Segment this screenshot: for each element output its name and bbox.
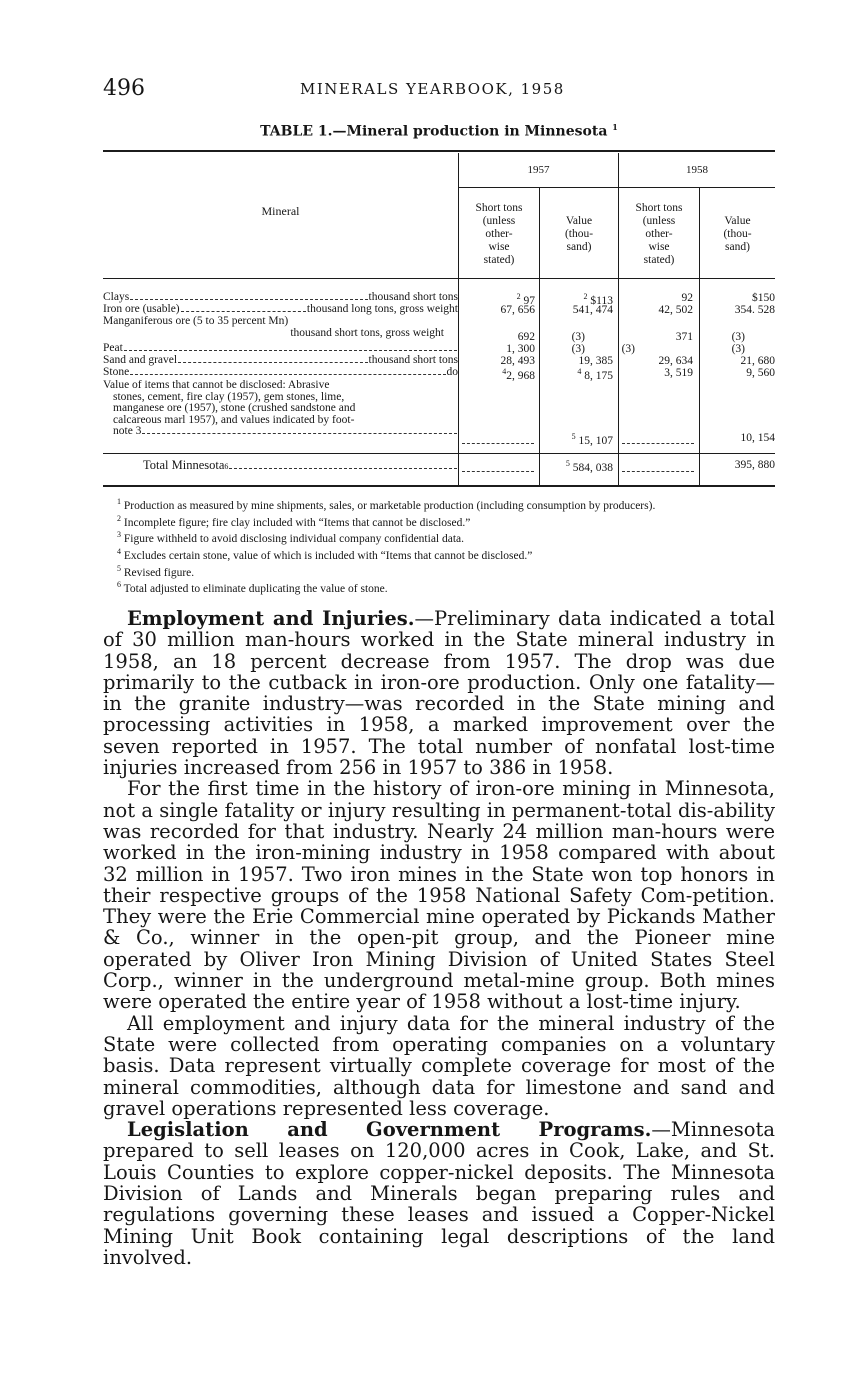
- cell-stone-1958-value: 9, 560: [746, 367, 775, 379]
- cell-clays-1958-value: $150: [752, 292, 775, 304]
- col-header-1958-value: Value (thou- sand): [723, 215, 752, 253]
- cell-stone-1957-value: [577, 367, 613, 382]
- row-unit: thousand short tons: [368, 291, 458, 303]
- footnote-marker: 5: [117, 563, 121, 573]
- empty-cell-dashes: [622, 470, 694, 472]
- row-label-line: calcareous marl 1957), and values indicated by foot-: [113, 413, 355, 426]
- footnote-3: [103, 529, 775, 546]
- row-label-peat: Peat: [103, 342, 123, 354]
- table-row-label: [103, 343, 458, 355]
- footnote-2: [103, 513, 775, 530]
- footnote-text: Revised figure.: [123, 566, 195, 579]
- paragraph-text: —Preliminary data indicated a total of 30 million man-hours worked in the State mineral industry in 1958, an 18 percent decrease from 1957. The drop was due primarily to the cutback in iron-ore production. Only one fatality—in the granite industry—was recorded in the State mining and processing activities in 1958, a marked improvement over the seven reported in 1957. The total number of nonfatal lost-time injuries increased from 256 in 1957 to 386 in 1958.: [103, 607, 775, 780]
- total-footnote: 6: [224, 462, 229, 471]
- cell-footnote: 5: [565, 459, 570, 468]
- table-row-label: [103, 367, 458, 379]
- footnote-4: [103, 546, 775, 563]
- cell-stone-1957-tons: [502, 367, 535, 382]
- cell-value: 2, 968: [506, 369, 535, 382]
- footnote-text: Total adjusted to eliminate duplicating the value of stone.: [123, 582, 388, 595]
- leader-dots: [124, 350, 457, 351]
- col-header-1957-tons: Short tons (unless other- wise stated): [475, 202, 523, 266]
- cell-value: 8, 175: [584, 369, 613, 382]
- cell-iron-1957-tons: 67, 656: [500, 304, 535, 316]
- total-rule: [103, 453, 775, 454]
- table-bottom-rule: [103, 485, 775, 487]
- paragraph-legislation: [103, 1119, 775, 1268]
- table-row-label: [103, 328, 458, 340]
- empty-cell-dashes: [462, 442, 534, 444]
- table-row-label: [103, 460, 458, 473]
- table-row-label: [103, 304, 458, 316]
- section-heading-employment: Employment and Injuries.: [127, 607, 415, 630]
- row-label-line: Value of items that cannot be disclosed: Abrasive: [103, 379, 330, 391]
- footnote-text: Incomplete figure; fire clay included with “Items that cannot be disclosed.”: [123, 516, 471, 529]
- leader-dots: [130, 299, 367, 300]
- row-label-sand-gravel: Sand and gravel: [103, 354, 178, 366]
- row-label-line: manganese ore (1957), stone (crushed sandstone and: [113, 402, 356, 414]
- row-label-total: Total Minnesota: [143, 458, 225, 472]
- footnote-marker: 3: [117, 530, 121, 540]
- row-unit: thousand short tons, gross weight: [290, 327, 444, 339]
- cell-mn-1957-tons: 692: [517, 331, 535, 343]
- row-label-stone: Stone: [103, 366, 130, 378]
- header-bottom-rule: [103, 278, 775, 279]
- col-header-1958-tons: Short tons (unless other- wise stated): [635, 202, 683, 266]
- row-label-manganiferous-ore: Manganiferous ore (5 to 35 percent Mn): [103, 315, 289, 327]
- cell-sand-1957-value: 19, 385: [578, 355, 613, 367]
- cell-footnote: 2: [583, 292, 588, 301]
- row-label-undisclosed: [103, 380, 458, 438]
- cell-iron-1958-value: 354. 528: [734, 304, 775, 316]
- paragraph-text: —Minnesota prepared to sell leases on 120,000 acres in Cook, Lake, and St. Louis Counties to explore copper-nickel deposits. The Minnesota Division of Lands and Minerals began preparing rules and regulations governing these leases and issued a Copper-Nickel Mining Unit Book containing legal descriptions of the land involved.: [103, 1118, 775, 1269]
- page-number: 496: [103, 76, 145, 101]
- footnote-marker: 6: [117, 580, 121, 590]
- table-caption-footnote: 1: [612, 122, 618, 132]
- body-text: [103, 608, 775, 1268]
- paragraph-iron-ore-safety: For the first time in the history of iron-ore mining in Minnesota, not a single fatality or injury resulting in permanent-total dis-ability was recorded for that industry. Nearly 24 million man-hours were worked in the iron-mining industry in 1958 compared with about 32 million in 1957. Two iron mines in the State won top honors in their respective groups of the 1958 National Safety Com-petition. They were the Erie Commercial mine operated by Pickands Mather & Co., winner in the open-pit group, and the Pioneer mine operated by Oliver Iron Mining Division of United States Steel Corp., winner in the underground metal-mine group. Both mines were operated the entire year of 1958 without a lost-time injury.: [103, 777, 775, 1014]
- cell-mn-1958-tons: 371: [675, 331, 693, 343]
- table-row-label: [103, 355, 458, 367]
- cell-footnote: 4: [502, 367, 507, 376]
- empty-cell-dashes: [462, 470, 534, 472]
- leader-dots: [142, 433, 457, 434]
- cell-peat-1957-tons: 1, 300: [506, 343, 535, 355]
- leader-dots: [181, 311, 306, 312]
- leader-dots: [178, 362, 367, 363]
- footnote-text: Production as measured by mine shipments, sales, or marketable production (including consumption by producers).: [123, 499, 656, 512]
- cell-peat-1957-value: (3): [571, 343, 585, 355]
- running-title: MINERALS YEARBOOK, 1958: [300, 80, 565, 98]
- cell-total-1958-value: 395, 880: [734, 459, 775, 471]
- cell-mn-1957-value: (3): [571, 331, 585, 343]
- cell-peat-1958-value: (3): [731, 343, 745, 355]
- year-subrule: [459, 187, 775, 188]
- cell-footnote: 4: [577, 367, 582, 376]
- footnote-marker: 4: [117, 546, 121, 556]
- cell-clays-1958-tons: 92: [681, 292, 693, 304]
- cell-mn-1958-value: (3): [731, 331, 745, 343]
- cell-sand-1958-value: 21, 680: [740, 355, 775, 367]
- row-label-last-line: [103, 426, 458, 438]
- footnote-marker: 1: [117, 497, 121, 506]
- row-unit: do: [446, 366, 458, 378]
- cell-iron-1957-value: 541, 474: [572, 304, 613, 316]
- row-label-line: stones, cement, fire clay (1957), gem stones, lime,: [113, 390, 345, 403]
- cell-total-1957-value: [566, 459, 613, 474]
- footnote-6: [103, 579, 775, 596]
- cell-iron-1958-tons: 42, 502: [658, 304, 693, 316]
- footnote-text: Excludes certain stone, value of which is included with “Items that cannot be disclosed.”: [123, 549, 533, 562]
- cell-sand-1958-tons: 29, 634: [658, 355, 693, 367]
- paragraph-data-coverage: All employment and injury data for the mineral industry of the State were collected from operating companies on a voluntary basis. Data represent virtually complete coverage for most of the mineral commodities, although data for limestone and sand and gravel operations represented less coverage.: [103, 1011, 775, 1120]
- footnote-text: Figure withheld to avoid disclosing individual company confidential data.: [123, 533, 465, 546]
- cell-undisclosed-1958-value: 10, 154: [740, 432, 775, 444]
- paragraph-employment: [103, 608, 775, 778]
- col-header-1957-value: Value (thou- sand): [564, 215, 594, 253]
- cell-sand-1957-tons: 28, 493: [500, 355, 535, 367]
- row-unit: thousand long tons, gross weight: [306, 303, 458, 315]
- footnote-5: [103, 563, 775, 580]
- section-heading-legislation: Legislation and Government Programs.: [127, 1118, 652, 1142]
- cell-peat-1958-tons: (3): [621, 343, 635, 355]
- cell-undisclosed-1957-value: [572, 432, 613, 447]
- leader-dots: [229, 468, 457, 469]
- table-caption: [103, 122, 775, 140]
- cell-footnote: 5: [571, 432, 576, 441]
- row-unit: thousand short tons: [368, 354, 458, 366]
- table-row-label: [103, 292, 458, 304]
- cell-value: $113: [590, 294, 613, 307]
- leader-dots: [130, 374, 445, 375]
- footnote-1: [103, 496, 775, 513]
- table-caption-text: TABLE 1.—Mineral production in Minnesota: [260, 123, 608, 140]
- cell-footnote: 2: [516, 292, 521, 301]
- empty-cell-dashes: [622, 442, 694, 444]
- row-label-line: note 3: [113, 425, 142, 437]
- year-1958: 1958: [686, 164, 708, 176]
- table-footnotes: [103, 496, 775, 596]
- page-header: [103, 76, 775, 102]
- cell-value: 584, 038: [572, 461, 613, 474]
- cell-value: 15, 107: [578, 434, 613, 447]
- cell-stone-1958-tons: 3, 519: [664, 367, 693, 379]
- cell-value: 97: [523, 294, 535, 307]
- table-top-rule: [103, 150, 775, 152]
- footnote-marker: 2: [117, 513, 121, 523]
- row-label-iron-ore: Iron ore (usable): [103, 303, 180, 315]
- mineral-header: Mineral: [261, 204, 300, 218]
- mineral-production-table: [103, 150, 775, 490]
- year-1957: 1957: [527, 164, 550, 176]
- row-label-clays: Clays: [103, 291, 130, 303]
